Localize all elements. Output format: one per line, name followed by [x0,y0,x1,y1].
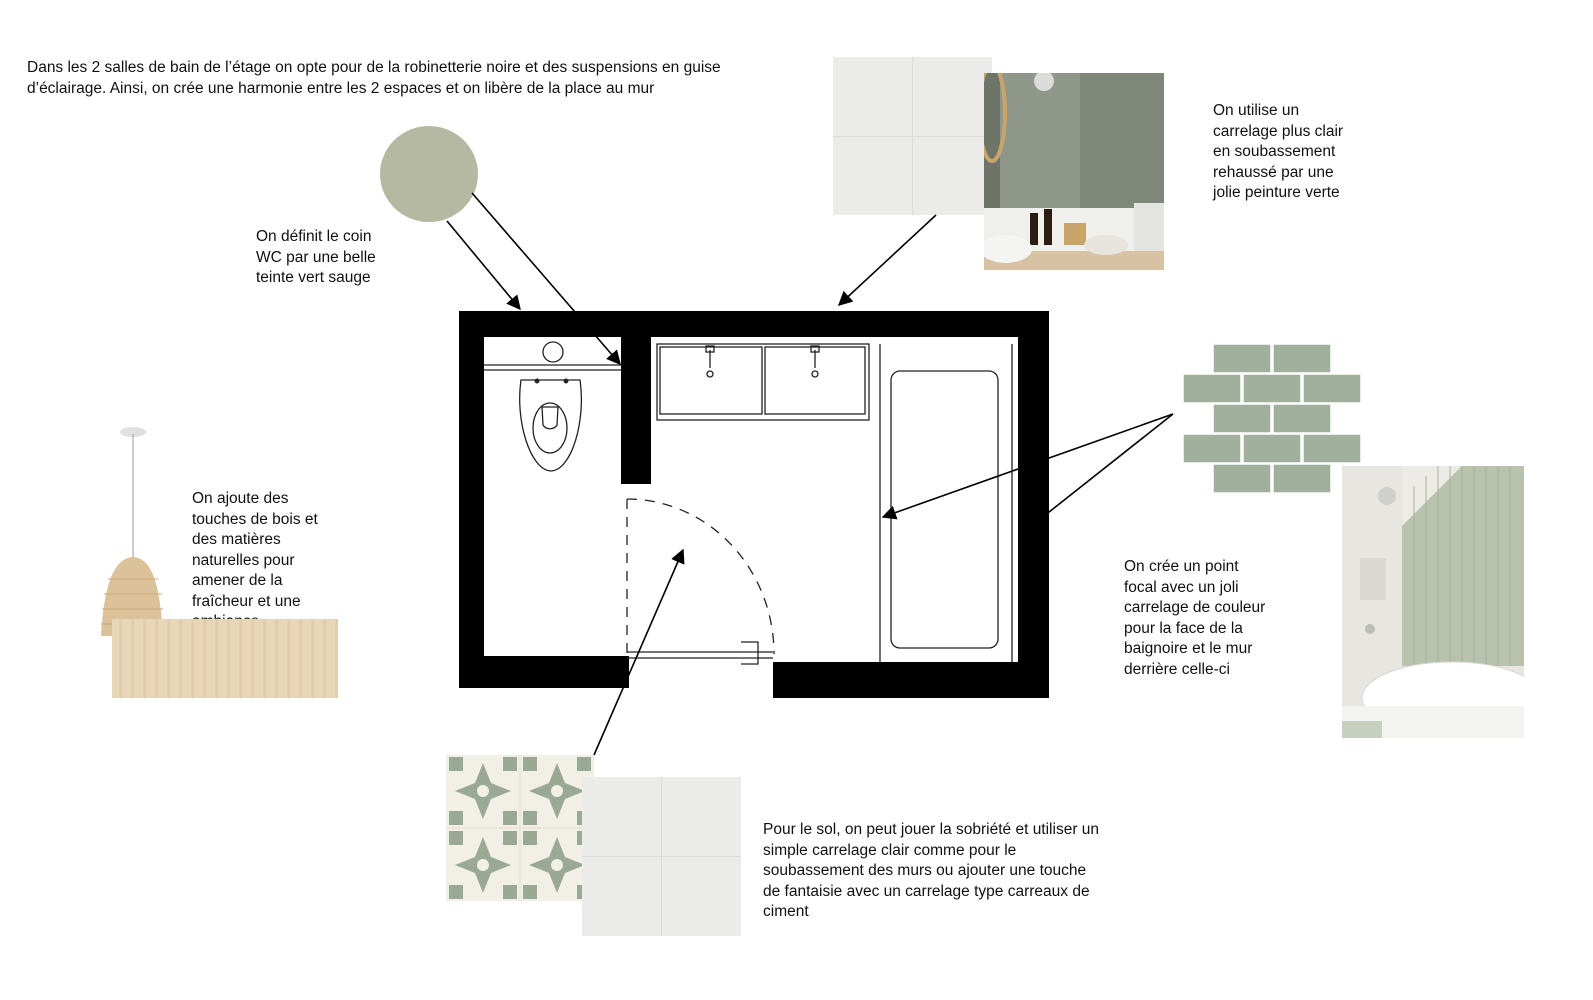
toilet [484,342,621,471]
plan-walls [459,311,1049,698]
wc-corner-text: On définit le coin WC par une belle teinte vert sauge [256,228,376,286]
floor-text: Pour le sol, on peut jouer la sobriété et utiliser un simple carrelage clair comme pour le soubassement des murs ou ajouter une touche de fantaisie avec un carrelage type carreaux de ciment [763,821,1100,920]
wall-tiles-text: On utilise un carrelage plus clair en soubassement rehaussé par une jolie peinture verte [1213,102,1344,201]
door-swing [627,499,774,664]
intro-text: Dans les 2 salles de bain de l’étage on opte pour de la robinetterie noire et des suspensions en guise d’éclairage. Ainsi, on crée une harmonie entre les 2 espaces et on libère de la place au mur [27,59,721,97]
bathtub [880,344,1012,662]
double-vanity [657,344,869,420]
wood-text: On ajoute des touches de bois et des matières naturelles pour amener de la fraîcheur et une [192,490,318,610]
focal-point-text: On crée un point focal avec un joli carrelage de couleur pour la face de la baignoire et le mur derrière celle-ci [1124,558,1266,678]
